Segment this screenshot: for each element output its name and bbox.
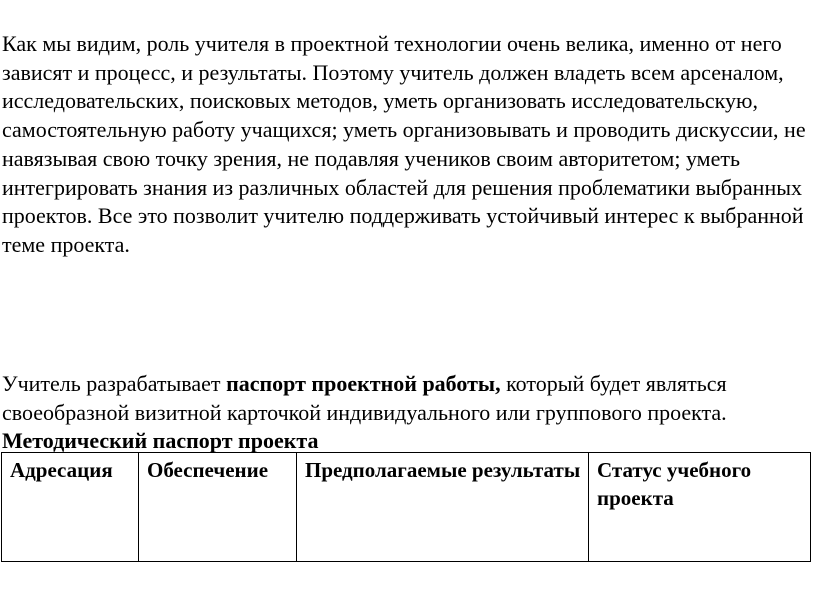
passport-intro-paragraph — [2, 370, 816, 427]
table-title: Методический паспорт проекта — [2, 428, 319, 453]
passport-table — [1, 452, 811, 562]
passport-intro-after: который будет являться своеобразной визитной карточкой индивидуального или группового проекта. — [2, 371, 727, 425]
column-header-project-status: Статус учебного проекта — [589, 453, 811, 562]
column-header-provision: Обеспечение — [139, 453, 297, 562]
column-header-addressing: Адресация — [2, 453, 139, 562]
column-header-expected-results: Предполагаемые результаты — [297, 453, 589, 562]
table-row — [2, 453, 811, 562]
passport-intro-bold: паспорт проектной работы, — [226, 371, 501, 396]
intro-paragraph: Как мы видим, роль учителя в проектной технологии очень велика, именно от него зависят и процесс, и результаты. Поэтому учитель должен владеть всем арсеналом, исследовательских, поисковых методов, уметь организовать исследовательскую, самостоятельную работу учащихся; уметь организовывать и проводить дискуссии, не навязывая свою точку зрения, не подавляя учеников своим авторитетом; уметь интегрировать знания из различных областей для решения проблематики выбранных проектов. Все это позволит учителю поддерживать устойчивый интерес к выбранной теме проекта. — [2, 31, 806, 257]
passport-intro-before: Учитель разрабатывает — [2, 371, 227, 396]
